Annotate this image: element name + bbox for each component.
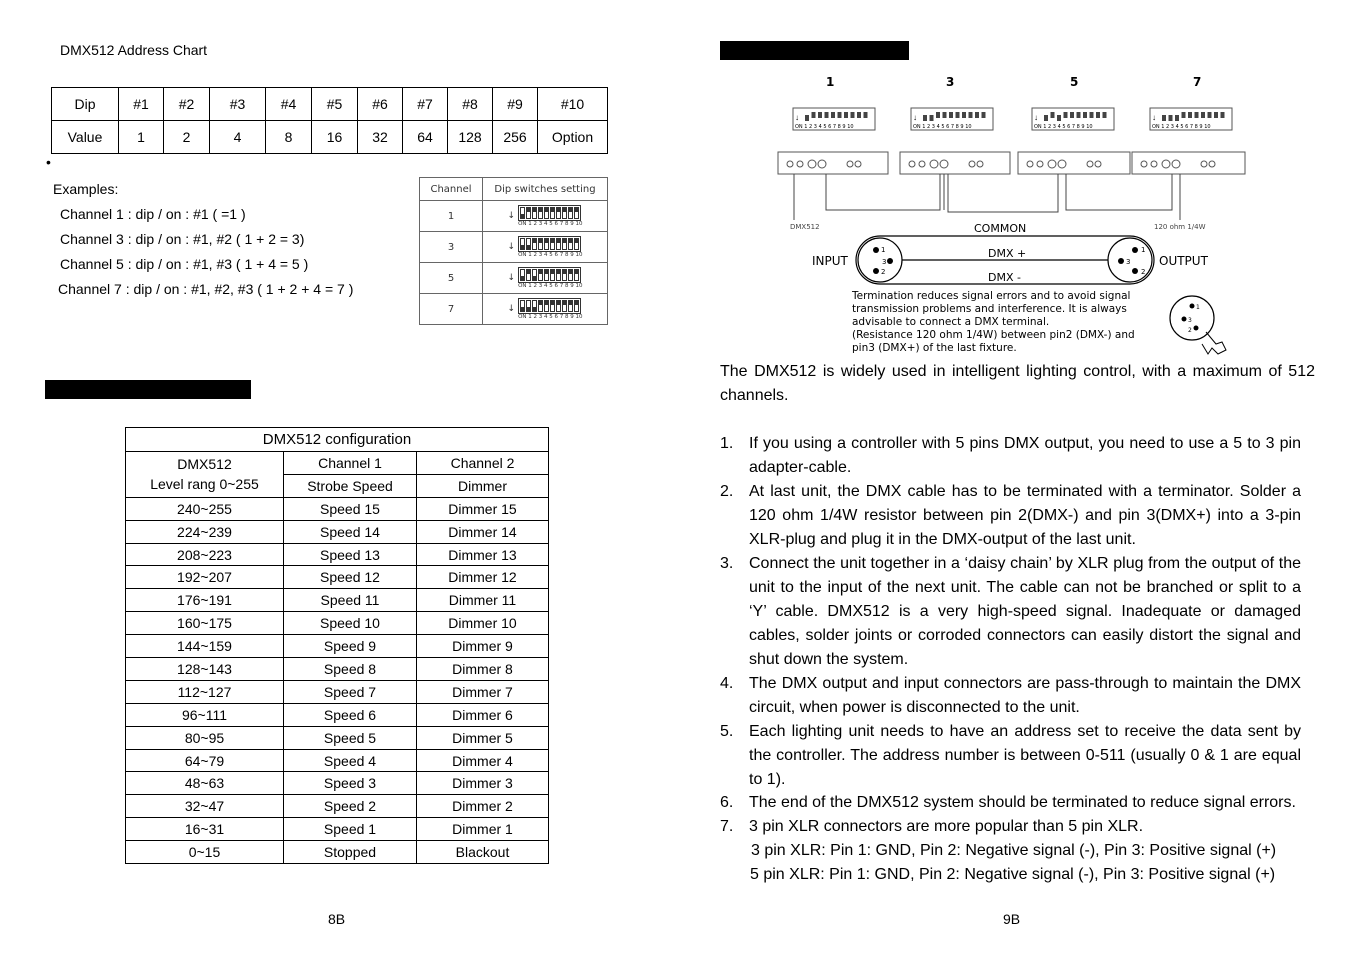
example-line: Channel 1 : dip / on : #1 ( =1 ) [60, 206, 246, 222]
dip-switch [1083, 112, 1087, 118]
dip-switch [544, 300, 549, 312]
dip-cell: #7 [403, 88, 448, 121]
config-row [126, 680, 549, 703]
dip-switch-block [483, 298, 607, 320]
termination-note-line: pin3 (DMX+) of the last fixture. [852, 342, 1017, 354]
dip-switch [943, 112, 947, 118]
dip-switch [1195, 112, 1199, 118]
config-row [126, 841, 549, 864]
channel1-cell: Speed 14 [284, 520, 417, 543]
dip-switch [844, 112, 848, 118]
value-cell: 64 [403, 121, 448, 154]
dip-switch [526, 269, 531, 281]
dip-switch [532, 269, 537, 281]
channel1-cell: Speed 1 [284, 818, 417, 841]
down-arrow-icon: ↓ [507, 273, 516, 283]
bullet: • [46, 154, 51, 170]
fixture-connectors [787, 160, 1215, 168]
value-cell: 32 [358, 121, 403, 154]
pin-label: 1 [881, 246, 886, 254]
level-cell: 208~223 [126, 543, 284, 566]
example-line: Channel 3 : dip / on : #1, #2 ( 1 + 2 = 3) [60, 231, 305, 247]
dip-switch [574, 300, 579, 312]
termination-note-line: advisable to connect a DMX terminal. [852, 316, 1050, 328]
dip-switch-row [518, 205, 581, 221]
output-label: OUTPUT [1159, 254, 1208, 268]
dip-switch [526, 207, 531, 219]
channel1-func: Strobe Speed [284, 474, 417, 497]
dip-switch [556, 238, 561, 250]
dip-switch-graphic [483, 294, 608, 325]
dip-example-row [420, 201, 608, 232]
dip-example-channel: 1 [420, 201, 483, 232]
level-cell: 32~47 [126, 795, 284, 818]
channel1-header: Channel 1 [284, 452, 417, 475]
dip-switch [930, 115, 934, 121]
dip-switch [923, 115, 927, 121]
config-row [126, 497, 549, 520]
dip-switch [562, 269, 567, 281]
dip-switch [544, 269, 549, 281]
channel1-cell: Speed 15 [284, 497, 417, 520]
list-number: 5. [720, 723, 734, 740]
value-cell: 16 [312, 121, 358, 154]
dip-switch [574, 207, 579, 219]
fixture-units [778, 152, 1245, 174]
channel1-cell: Speed 6 [284, 703, 417, 726]
dip-switch [538, 269, 543, 281]
dip-switch-row [518, 298, 581, 314]
level-cell: 224~239 [126, 520, 284, 543]
down-arrow-icon: ↓ [507, 211, 516, 221]
channel2-cell: Dimmer 6 [417, 703, 549, 726]
dip-example-row [420, 263, 608, 294]
example-line: Channel 5 : dip / on : #1, #3 ( 1 + 4 = 5 ) [60, 256, 309, 272]
xlr-3pin-line: 3 pin XLR: Pin 1: GND, Pin 2: Negative signal (-), Pin 3: Positive signal (+) [751, 842, 1277, 859]
list-number: 2. [720, 483, 734, 500]
config-row [126, 703, 549, 726]
config-row [126, 818, 549, 841]
dip-switch [568, 238, 573, 250]
example-line: Channel 7 : dip / on : #1, #2, #3 ( 1 + 2 + 4 = 7 ) [58, 281, 354, 297]
dip-switch [520, 269, 525, 281]
channel1-cell: Speed 9 [284, 635, 417, 658]
dip-switch [1201, 112, 1205, 118]
list-item-text: The DMX output and input connectors are pass-through to maintain the DMX circuit, when power is disconnected to the unit. [749, 675, 1301, 716]
dip-switch-numbers: ON 1 2 3 4 5 6 7 8 9 10 [518, 283, 583, 289]
dip-switch [1077, 112, 1081, 118]
dmx-minus-label: DMX - [988, 271, 1021, 284]
dip-switch [857, 112, 861, 118]
dip-switch-block [483, 236, 607, 258]
channel2-cell: Dimmer 2 [417, 795, 549, 818]
dip-switch-graphic [483, 232, 608, 263]
diagram-channel-number: 1 [826, 75, 835, 89]
dip-switch [532, 207, 537, 219]
channel1-cell: Speed 4 [284, 749, 417, 772]
dmx512-label: DMX512 [790, 223, 820, 231]
intro-paragraph: The DMX512 is widely used in intelligent lighting control, with a maximum of 512 channels. [720, 363, 1315, 404]
dip-switch [956, 112, 960, 118]
list-number: 4. [720, 675, 734, 692]
dip-switch [812, 112, 816, 118]
common-label: COMMON [974, 222, 1027, 235]
level-cell: 160~175 [126, 612, 284, 635]
dip-switch [1214, 112, 1218, 118]
pin-label: 2 [1188, 327, 1192, 334]
channel1-cell: Stopped [284, 841, 417, 864]
dip-switch-numbers: ON 1 2 3 4 5 6 7 8 9 10 [795, 124, 854, 130]
termination-note-line: transmission problems and interference. It is always [852, 303, 1127, 315]
address-value-row [52, 121, 608, 154]
dip-cell: #9 [493, 88, 538, 121]
dip-switch-numbers: ON 1 2 3 4 5 6 7 8 9 10 [518, 314, 583, 320]
dmx-wiring-diagram [760, 70, 1260, 360]
dip-switch [520, 300, 525, 312]
dip-cell: #2 [164, 88, 210, 121]
level-cell: 0~15 [126, 841, 284, 864]
dip-switch [556, 300, 561, 312]
channel2-cell: Dimmer 15 [417, 497, 549, 520]
level-cell: 112~127 [126, 680, 284, 703]
channel2-cell: Dimmer 13 [417, 543, 549, 566]
channel1-cell: Speed 3 [284, 772, 417, 795]
value-cell: 256 [493, 121, 538, 154]
dip-switch [562, 300, 567, 312]
list-item-text: 3 pin XLR connectors are more popular than 5 pin XLR. [749, 818, 1144, 835]
dip-switch-numbers: ON 1 2 3 4 5 6 7 8 9 10 [518, 221, 583, 227]
channel2-cell: Dimmer 10 [417, 612, 549, 635]
value-cell: Option [538, 121, 608, 154]
dip-switch [544, 207, 549, 219]
dip-switch-graphic [483, 201, 608, 232]
channel2-cell: Dimmer 9 [417, 635, 549, 658]
level-header-line: Level rang 0~255 [150, 476, 259, 493]
dip-switch [1044, 115, 1048, 121]
dip-switch [1221, 112, 1225, 118]
dip-header-cell: Dip [52, 88, 119, 121]
channel1-cell: Speed 13 [284, 543, 417, 566]
channel1-cell: Speed 2 [284, 795, 417, 818]
dip-switch [962, 112, 966, 118]
dip-switch [520, 207, 525, 219]
level-cell: 240~255 [126, 497, 284, 520]
termination-note-line: (Resistance 120 ohm 1/4W) between pin2 (DMX-) and [852, 329, 1135, 341]
dmx-plus-label: DMX + [988, 247, 1027, 260]
dip-switch [538, 238, 543, 250]
dip-switch-block [483, 205, 607, 227]
dip-switch [1103, 112, 1107, 118]
config-row [126, 612, 549, 635]
pin-label: 3 [882, 258, 887, 266]
level-cell: 144~159 [126, 635, 284, 658]
list-item-text: If you using a controller with 5 pins DMX output, you need to use a 5 to 3 pin adapter-cable. [749, 435, 1301, 476]
redacted-heading-bar [45, 380, 251, 399]
channel-header: Channel [420, 178, 483, 201]
dip-switch-numbers: ON 1 2 3 4 5 6 7 8 9 10 [518, 252, 583, 258]
channel2-cell: Dimmer 4 [417, 749, 549, 772]
dip-cell: #3 [210, 88, 266, 121]
dip-switch [532, 300, 537, 312]
pin-label: 2 [881, 268, 886, 276]
down-arrow-icon: ↓ [1034, 113, 1038, 122]
channel2-cell: Blackout [417, 841, 549, 864]
dip-switch [574, 269, 579, 281]
channel2-cell: Dimmer 8 [417, 658, 549, 681]
dip-switch [864, 112, 868, 118]
dip-switch [562, 207, 567, 219]
address-chart-title: DMX512 Address Chart [60, 42, 208, 58]
pin-label: 3 [1126, 258, 1131, 266]
channel1-cell: Speed 7 [284, 680, 417, 703]
channel2-cell: Dimmer 11 [417, 589, 549, 612]
level-cell: 64~79 [126, 749, 284, 772]
config-title-row [126, 428, 549, 452]
dip-example-row [420, 294, 608, 325]
dip-switch-numbers: ON 1 2 3 4 5 6 7 8 9 10 [913, 124, 972, 130]
dip-switch [562, 238, 567, 250]
level-cell: 16~31 [126, 818, 284, 841]
pin-label: 1 [1196, 304, 1200, 311]
level-cell: 176~191 [126, 589, 284, 612]
dip-switch [1162, 115, 1166, 121]
dip-switch [969, 112, 973, 118]
down-arrow-icon: ↓ [507, 304, 516, 314]
config-row [126, 772, 549, 795]
termination-note-line: Termination reduces signal errors and to avoid signal [852, 290, 1131, 302]
down-arrow-icon: ↓ [507, 242, 516, 252]
dip-switch [538, 207, 543, 219]
dip-switch [1208, 112, 1212, 118]
channel1-cell: Speed 10 [284, 612, 417, 635]
dip-switch [574, 238, 579, 250]
dip-example-row [420, 232, 608, 263]
value-cell: 4 [210, 121, 266, 154]
channel1-cell: Speed 5 [284, 726, 417, 749]
config-row [126, 520, 549, 543]
list-item-text: Connect the unit together in a ‘daisy chain’ by XLR plug from the output of the unit to the input of the next unit. The cable can not be branched or split to a ‘Y’ cable. DMX512 is a very high-speed signal. Inadequate or damaged cables, solder joints or corroded connectors can easily distort the signal and shut down the system. [749, 555, 1301, 668]
dip-example-channel: 5 [420, 263, 483, 294]
list-item-text: At last unit, the DMX cable has to be terminated with a terminator. Solder a 120 ohm 1/4W resistor between pin 2(DMX-) and pin 3(DMX+) into a 3-pin XLR-plug and plug it in the DMX-output of the last unit. [749, 483, 1301, 548]
list-item-text: Each lighting unit needs to have an address set to receive the data sent by the controller. The address number is between 0-511 (usually 0 & 1 are equal to 1). [749, 723, 1301, 788]
value-cell: 128 [448, 121, 493, 154]
dip-switch [1070, 112, 1074, 118]
redacted-heading-bar [720, 41, 909, 60]
dip-switch-graphic [483, 263, 608, 294]
list-number: 7. [720, 818, 734, 835]
dip-switch [1096, 112, 1100, 118]
examples-title: Examples: [53, 181, 119, 197]
dip-cell: #8 [448, 88, 493, 121]
dip-example-channel: 3 [420, 232, 483, 263]
dip-switch [831, 112, 835, 118]
dip-switch [1169, 115, 1173, 121]
list-number: 3. [720, 555, 734, 572]
channel2-cell: Dimmer 7 [417, 680, 549, 703]
daisy-chain-wires [794, 174, 1180, 220]
level-cell: 48~63 [126, 772, 284, 795]
channel1-cell: Speed 8 [284, 658, 417, 681]
level-cell: 192~207 [126, 566, 284, 589]
pin-label: 2 [1141, 268, 1146, 276]
list-number: 1. [720, 435, 734, 452]
dip-switch-row [518, 267, 581, 283]
channel2-cell: Dimmer 14 [417, 520, 549, 543]
dip-example-table [419, 177, 608, 325]
dip-switch [1188, 112, 1192, 118]
dip-switch [526, 300, 531, 312]
dip-switch [838, 112, 842, 118]
level-header-line: DMX512 [177, 456, 232, 473]
dip-switch-row [518, 236, 581, 252]
level-header [126, 452, 284, 498]
down-arrow-icon: ↓ [913, 113, 917, 122]
dip-cell: #6 [358, 88, 403, 121]
dip-switch [550, 207, 555, 219]
dip-example-header [420, 178, 608, 201]
config-row [126, 635, 549, 658]
dip-switch [1051, 112, 1055, 118]
channel1-cell: Speed 11 [284, 589, 417, 612]
terminator-plug-icon [1170, 296, 1226, 354]
input-label: INPUT [812, 254, 848, 268]
diagram-dip-switch [911, 108, 993, 130]
diagram-dip-switch [1150, 108, 1232, 130]
value-cell: 2 [164, 121, 210, 154]
dip-switch [982, 112, 986, 118]
xlr-5pin-line: 5 pin XLR: Pin 1: GND, Pin 2: Negative signal (-), Pin 3: Positive signal (+) [750, 866, 1276, 883]
xlr-output-connector [1108, 238, 1152, 282]
value-cell: 8 [266, 121, 312, 154]
channel2-cell: Dimmer 3 [417, 772, 549, 795]
channel2-cell: Dimmer 1 [417, 818, 549, 841]
dip-example-channel: 7 [420, 294, 483, 325]
dip-switch [1182, 112, 1186, 118]
dmx-config-table [125, 427, 549, 864]
dip-cell: #5 [312, 88, 358, 121]
diagram-channel-number: 5 [1070, 75, 1079, 89]
setting-header: Dip switches setting [483, 178, 608, 201]
dip-switch [532, 238, 537, 250]
dip-switch-numbers: ON 1 2 3 4 5 6 7 8 9 10 [1034, 124, 1093, 130]
dip-switch [825, 112, 829, 118]
config-row [126, 726, 549, 749]
channel2-cell: Dimmer 5 [417, 726, 549, 749]
dip-switch [805, 115, 809, 121]
dip-switch [1057, 115, 1061, 121]
dip-switch [1175, 115, 1179, 121]
dip-switch [936, 112, 940, 118]
dip-switch [568, 300, 573, 312]
config-row [126, 589, 549, 612]
value-header-cell: Value [52, 121, 119, 154]
dip-switch [544, 238, 549, 250]
page-number-right: 9B [1003, 911, 1021, 927]
list-item-text: The end of the DMX512 system should be terminated to reduce signal errors. [749, 794, 1296, 811]
dip-switch [550, 300, 555, 312]
dip-switch [556, 207, 561, 219]
diagram-channel-number: 3 [946, 75, 955, 89]
channel2-func: Dimmer [417, 474, 549, 497]
config-title: DMX512 configuration [126, 428, 549, 452]
channel1-cell: Speed 12 [284, 566, 417, 589]
diagram-dip-switch [1032, 108, 1114, 130]
dip-switch [1064, 112, 1068, 118]
dip-cell: #10 [538, 88, 608, 121]
dip-switch [568, 269, 573, 281]
dip-switch [520, 238, 525, 250]
value-cell: 1 [119, 121, 164, 154]
dip-switch [550, 238, 555, 250]
diagram-dip-switch [793, 108, 875, 130]
dip-switch [526, 238, 531, 250]
dip-cell: #4 [266, 88, 312, 121]
dip-switch-numbers: ON 1 2 3 4 5 6 7 8 9 10 [1152, 124, 1211, 130]
config-row [126, 795, 549, 818]
level-cell: 96~111 [126, 703, 284, 726]
channel2-header: Channel 2 [417, 452, 549, 475]
config-row [126, 566, 549, 589]
pin-label: 1 [1141, 246, 1146, 254]
dip-switch [556, 269, 561, 281]
down-arrow-icon: ↓ [795, 113, 799, 122]
list-number: 6. [720, 794, 734, 811]
resistor-label: 120 ohm 1/4W [1154, 223, 1206, 231]
dip-switch-block [483, 267, 607, 289]
dip-switch [550, 269, 555, 281]
config-row [126, 543, 549, 566]
channel2-cell: Dimmer 12 [417, 566, 549, 589]
dip-switch [851, 112, 855, 118]
page-number-left: 8B [328, 911, 346, 927]
dip-cell: #1 [119, 88, 164, 121]
level-cell: 128~143 [126, 658, 284, 681]
dip-switch [568, 207, 573, 219]
dip-switch [975, 112, 979, 118]
level-cell: 80~95 [126, 726, 284, 749]
dip-switch [1090, 112, 1094, 118]
dip-switch [818, 112, 822, 118]
config-header-row [126, 452, 549, 475]
address-table [51, 87, 608, 154]
config-row [126, 749, 549, 772]
diagram-channel-number: 7 [1193, 75, 1202, 89]
dip-switch [949, 112, 953, 118]
dip-switch [538, 300, 543, 312]
down-arrow-icon: ↓ [1152, 113, 1156, 122]
pin-label: 3 [1188, 317, 1192, 324]
address-dip-row [52, 88, 608, 121]
config-row [126, 658, 549, 681]
xlr-input-connector [858, 238, 902, 282]
